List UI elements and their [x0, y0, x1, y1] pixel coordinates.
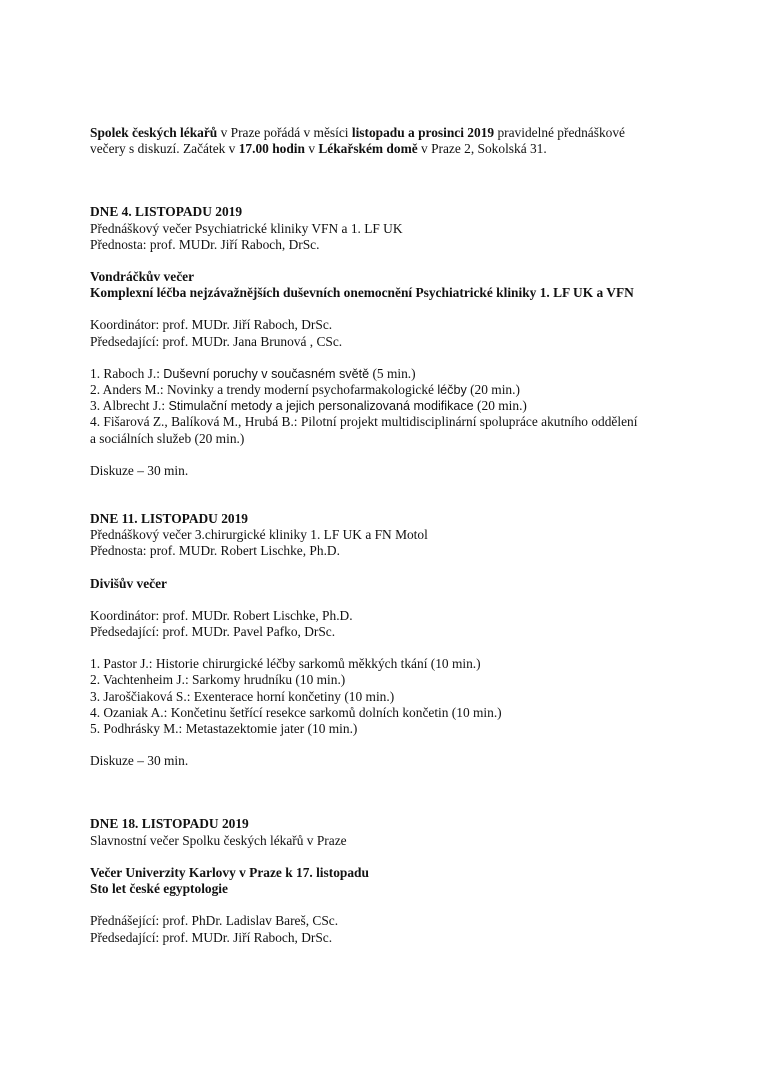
intro-text: v [304, 141, 319, 157]
event-chair: Předsedající: prof. MUDr. Jana Brunová , CSc. [90, 333, 343, 349]
talk-title: Stimulační metody a jejich personalizovaná modifikace [168, 399, 474, 414]
intro-text: večery s diskuzí. Začátek v [90, 141, 239, 157]
event-topic: Komplexní léčba nejzávažnějších duševních onemocnění Psychiatrické kliniky 1. LF UK a VFN [90, 285, 634, 301]
intro-text: v Praze pořádá v měsíci [217, 125, 352, 140]
event-head: Přednosta: prof. MUDr. Robert Lischke, Ph.D. [90, 543, 340, 559]
event-subtitle: Přednáškový večer 3.chirurgické kliniky 1. LF UK a FN Motol [90, 527, 428, 543]
intro-line-1 [90, 125, 690, 141]
talk-duration: (5 min.) [369, 365, 416, 381]
intro-text: v Praze 2, Sokolská 31. [417, 141, 547, 157]
intro-line-2 [90, 141, 690, 157]
event-date: DNE 11. LISTOPADU 2019 [90, 511, 248, 527]
talk-item-continued: a sociálních služeb (20 min.) [90, 430, 245, 446]
talk-title: Duševní poruchy v současném světě [163, 366, 370, 381]
talk-item: 4. Fišarová Z., Balíková M., Hrubá B.: Pilotní projekt multidisciplinární spolupráce akutního oddělení [90, 414, 638, 430]
intro-venue: Lékařském domě [318, 141, 418, 157]
event-section [90, 204, 690, 479]
intro-months: listopadu a prosinci 2019 [351, 125, 495, 140]
event-subtitle: Přednáškový večer Psychiatrické kliniky VFN a 1. LF UK [90, 220, 403, 236]
talk-item [90, 398, 690, 414]
talk-author: 3. Albrecht J.: [90, 398, 169, 414]
talk-item: 5. Podhrásky M.: Metastazektomie jater (10 min.) [90, 721, 358, 737]
talk-item: 4. Ozaniak A.: Končetinu šetřící resekce sarkomů dolních končetin (10 min.) [90, 704, 502, 720]
event-title: Divišův večer [90, 575, 167, 591]
society-name: Spolek českých lékařů [90, 125, 218, 140]
talk-item: 1. Pastor J.: Historie chirurgické léčby sarkomů měkkých tkání (10 min.) [90, 656, 481, 672]
talk-item: 2. Vachtenheim J.: Sarkomy hrudníku (10 min.) [90, 672, 346, 688]
talk-item: 3. Jaroščiaková S.: Exenterace horní končetiny (10 min.) [90, 688, 395, 704]
event-subtitle: Slavnostní večer Spolku českých lékařů v Praze [90, 832, 347, 848]
event-topic: Sto let české egyptologie [90, 881, 228, 897]
event-date: DNE 4. LISTOPADU 2019 [90, 204, 243, 220]
talk-title: léčby [437, 383, 467, 398]
intro-text: pravidelné přednáškové [494, 125, 625, 140]
intro-time: 17.00 hodin [238, 141, 305, 157]
talk-duration: (20 min.) [473, 398, 527, 414]
event-discussion: Diskuze – 30 min. [90, 753, 189, 769]
event-coordinator: Koordinátor: prof. MUDr. Jiří Raboch, DrSc. [90, 317, 333, 333]
event-section [90, 511, 690, 769]
talk-author: 1. Raboch J.: [90, 365, 164, 381]
talk-duration: (20 min.) [466, 382, 520, 398]
event-date: DNE 18. LISTOPADU 2019 [90, 816, 249, 832]
event-chair: Předsedající: prof. MUDr. Jiří Raboch, DrSc. [90, 929, 333, 945]
event-chair: Předsedající: prof. MUDr. Pavel Pafko, DrSc. [90, 624, 336, 640]
event-head: Přednosta: prof. MUDr. Jiří Raboch, DrSc. [90, 236, 320, 252]
talk-item [90, 366, 690, 382]
event-section [90, 816, 690, 945]
talk-author: 2. Anders M.: Novinky a trendy moderní psychofarmakologické [90, 382, 438, 398]
event-title: Vondráčkův večer [90, 269, 195, 285]
event-discussion: Diskuze – 30 min. [90, 462, 189, 478]
event-title: Večer Univerzity Karlovy v Praze k 17. listopadu [90, 864, 369, 880]
talk-item [90, 382, 690, 398]
event-lecturer: Přednášející: prof. PhDr. Ladislav Bareš, CSc. [90, 913, 339, 929]
document-page [90, 125, 690, 946]
event-coordinator: Koordinátor: prof. MUDr. Robert Lischke, Ph.D. [90, 607, 353, 623]
